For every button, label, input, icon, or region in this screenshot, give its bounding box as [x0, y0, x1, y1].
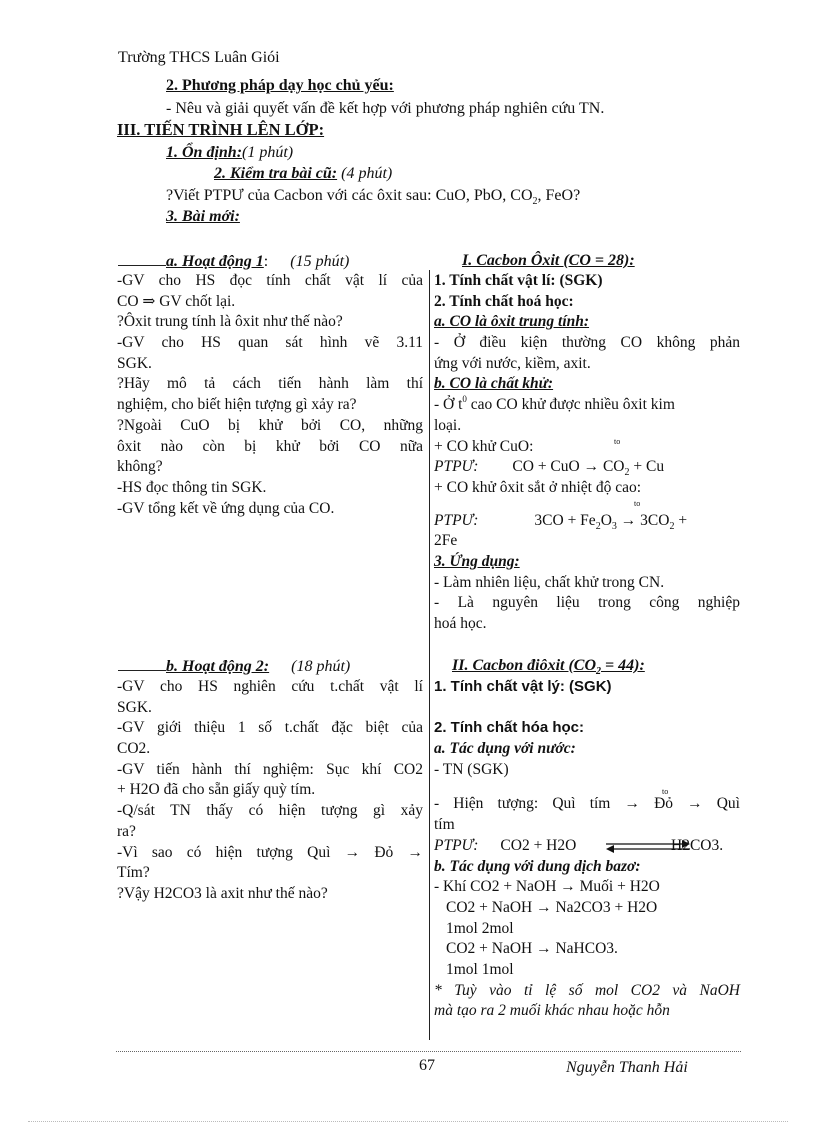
author-name: Nguyễn Thanh Hải [566, 1059, 688, 1076]
step-2 [214, 164, 392, 184]
content-line: loại. [434, 416, 462, 434]
teacher-line: CO2. [117, 740, 151, 758]
teacher-line: -GV tiến hành thí nghiệm: Sục khí CO2 [117, 760, 423, 778]
teacher-line: -GV cho HS đọc tính chất vật lí của [117, 272, 423, 289]
activity1-time: (15 phút) [290, 253, 350, 270]
section-co2-title: II. Cacbon điôxit $(CO_2 = 44)$: [452, 657, 645, 678]
content-line: 2. Tính chất hoá học: [434, 292, 574, 310]
column-divider [429, 270, 430, 1040]
teacher-line: -HS đọc thông tin SGK. [117, 478, 267, 496]
activity2-time: (18 phút) [291, 658, 351, 675]
content-note: * Tuỳ vào tỉ lệ số mol CO2 và NaOH [434, 981, 740, 999]
content-line: 1mol 2mol [446, 919, 514, 937]
footer-rule [116, 1051, 741, 1052]
methods-title: 2. Phương pháp dạy học chủ yếu: [166, 77, 394, 94]
content-line: CO2 + NaOH → NaHCO3. [446, 940, 618, 958]
content-line: - Hiện tượng: Quì tím → Đỏ → Quì [434, 795, 740, 813]
teacher-line: không? [117, 458, 163, 476]
activity1-content-column [434, 271, 740, 635]
temperature-mark: to [634, 498, 641, 508]
teacher-line: -GV giới thiệu 1 số t.chất đặc biệt của [117, 719, 423, 737]
content-line: 1. Tính chất vật lý: (SGK) [434, 678, 612, 695]
content-line: CO2 + NaOH → Na2CO3 + H2O [446, 898, 658, 916]
step-2-time: (4 phút) [337, 165, 393, 182]
teacher-line: ?Ngoài CuO bị khử bởi CO, những [117, 416, 423, 434]
teacher-line: Tím? [117, 864, 150, 882]
teacher-line: -Q/sát TN thấy có hiện tượng gì xảy [117, 802, 423, 820]
teacher-line: -Vì sao có hiện tượng Quì → Đỏ → [117, 843, 423, 861]
activity2-header: b. Hoạt động 2: (18 phút) [118, 656, 350, 677]
teacher-line: SGK. [117, 354, 152, 372]
content-heading: b. Tác dụng với dung dịch bazơ: [434, 857, 641, 875]
content-heading: 3. Ứng dụng: [434, 552, 520, 570]
content-line: 2Fe [434, 532, 458, 550]
activity2-content-column [434, 677, 740, 1022]
activity2-teacher-column [117, 677, 423, 905]
content-line: hoá học. [434, 615, 487, 632]
teacher-line: ?Vậy H2CO3 là axit như thế nào? [117, 884, 328, 902]
content-note: mà tạo ra 2 muối khác nhau hoặc hỗn [434, 1002, 670, 1020]
activity2-underline [118, 656, 166, 671]
temperature-mark: to [614, 436, 621, 446]
teacher-line: -GV tổng kết về ứng dụng của CO. [117, 499, 335, 517]
equation-co-fe2o3: PTPƯ: $3CO + Fe_2O_3 \to 3CO_2$ + [434, 511, 688, 532]
teacher-line: ôxit nào còn bị khử bởi CO nữa [117, 437, 423, 455]
activity1-header: a. Hoạt động 1: (15 phút) [118, 251, 349, 272]
content-line: - Là nguyên liệu trong công nghiệp [434, 594, 740, 612]
teacher-line: ?Hãy mô tả cách tiến hành làm thí [117, 375, 423, 393]
content-line: 1mol 1mol [446, 960, 514, 978]
section-title: III. TIẾN TRÌNH LÊN LỚP: [117, 120, 325, 139]
step-1-time: (1 phút) [242, 144, 294, 161]
content-line: 1. Tính chất vật lí: (SGK) [434, 272, 603, 289]
content-line: - Làm nhiên liệu, chất khử trong CN. [434, 573, 665, 591]
teacher-line: CO ⇒ GV chốt lại. [117, 292, 236, 310]
teacher-line: -GV cho HS quan sát hình vẽ 3.11 [117, 334, 423, 352]
equation-co-cuo: PTPƯ: CO + CuO → $CO_2 + Cu$ [434, 458, 665, 479]
content-line: - Ở $t^0$ cao CO khử được nhiều ôxit kim [434, 394, 675, 414]
activity1-teacher-column [117, 271, 423, 519]
content-heading: a. CO là ôxit trung tính: [434, 313, 590, 331]
content-heading: b. CO là chất khử: [434, 375, 554, 393]
content-heading: a. Tác dụng với nước: [434, 740, 576, 758]
content-line: tím [434, 816, 455, 834]
content-line: + CO khử ôxit sắt ở nhiệt độ cao: to [434, 478, 740, 499]
methods-text: - Nêu và giải quyết vấn đề kết hợp với phương pháp nghiên cứu TN. [166, 100, 605, 117]
step-1 [166, 143, 293, 163]
teacher-line: + H2O đã cho sẵn giấy quỳ tím. [117, 781, 316, 799]
temperature-mark: to [662, 787, 669, 797]
page-number: 67 [419, 1057, 435, 1074]
content-line: 2. Tính chất hóa học: [434, 719, 585, 737]
content-line: ứng với nước, kiềm, axit. [434, 354, 591, 372]
section-co-title: I. Cacbon Ôxit (CO = 28): [462, 252, 635, 269]
content-line: - TN (SGK) [434, 760, 509, 778]
activity1-underline [118, 251, 166, 266]
page-edge [28, 1121, 788, 1122]
teacher-line: SGK. [117, 698, 152, 716]
teacher-line: ra? [117, 822, 136, 840]
school-name: Trường THCS Luân Giói [118, 49, 280, 66]
content-line: - Ở điều kiện thường CO không phản [434, 334, 740, 352]
teacher-line: -GV cho HS nghiên cứu t.chất vật lí [117, 678, 423, 695]
teacher-line: nghiệm, cho biết hiện tượng gì xảy ra? [117, 396, 357, 414]
teacher-line: ?Ôxit trung tính là ôxit như thế nào? [117, 313, 343, 331]
step-1-label: 1. Ổn định: [166, 144, 243, 161]
equation-co2-h2o: PTPƯ: CO2 + H2O H2CO3. [434, 836, 724, 854]
review-question: ?Viết PTPƯ của Cacbon với các ôxit sau: CuO, PbO, $CO_2$, FeO? [166, 187, 581, 208]
content-line: + CO khử CuO: to [434, 437, 740, 458]
step-2-label: 2. Kiểm tra bài cũ: [214, 165, 338, 182]
step-3-label: 3. Bài mới: [166, 208, 240, 225]
content-line: - Khí CO2 + NaOH → Muối + H2O [434, 878, 660, 896]
